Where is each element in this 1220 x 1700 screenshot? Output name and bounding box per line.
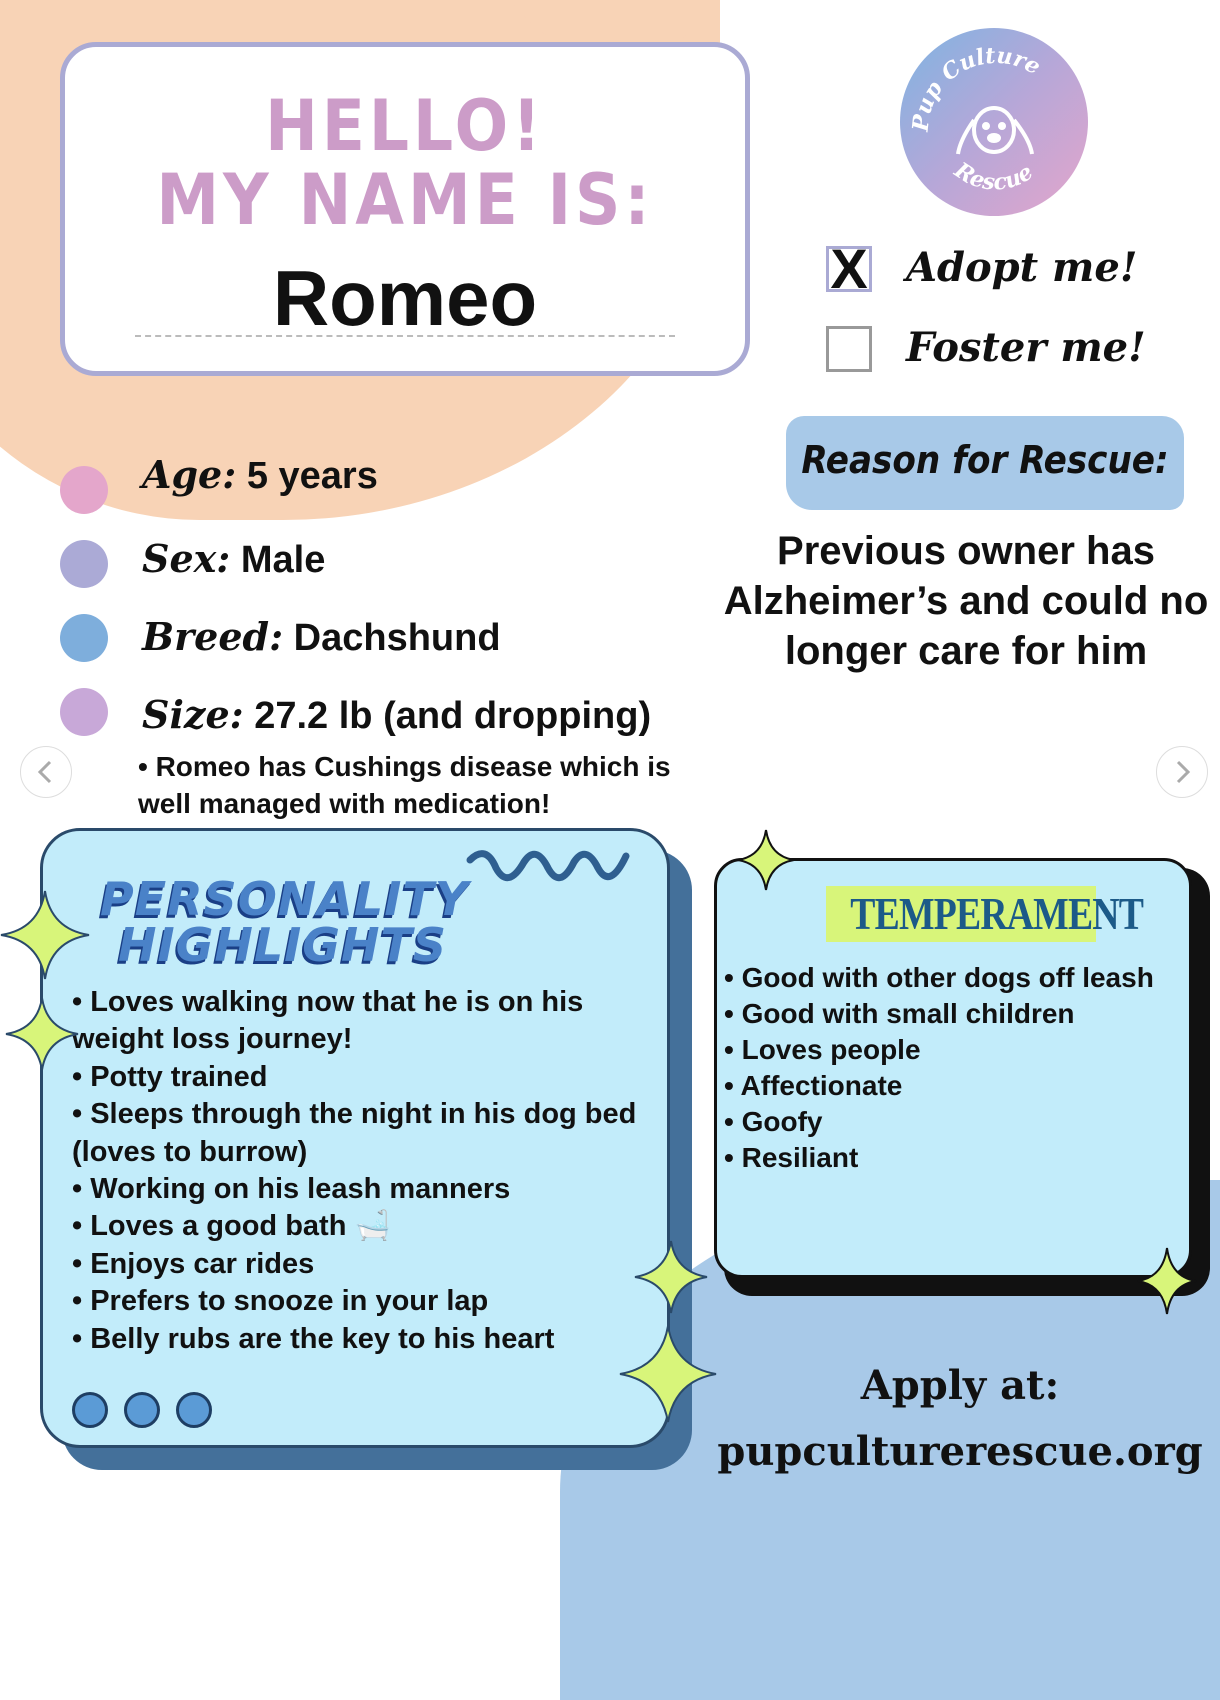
greeting-line-2: MY NAME IS: xyxy=(156,159,654,241)
fact-age-label: Age: xyxy=(142,452,237,497)
health-note: • Romeo has Cushings disease which is well managed with medication! xyxy=(138,751,671,819)
list-item: • Affectionate xyxy=(724,1068,1194,1104)
adopt-label: Adopt me! xyxy=(906,244,1138,291)
dog-face-icon xyxy=(958,108,1032,154)
next-slide-button[interactable] xyxy=(1156,746,1208,798)
personality-title-line-2: HIGHLIGHTS xyxy=(118,918,448,972)
list-item: • Good with other dogs off leash xyxy=(724,960,1194,996)
squiggle-icon xyxy=(466,846,636,890)
fact-sex-value: Male xyxy=(240,539,326,581)
list-item: • Working on his leash manners xyxy=(72,1171,642,1208)
fact-breed-label: Breed: xyxy=(142,614,284,659)
fact-sex xyxy=(142,536,325,582)
foster-label: Foster me! xyxy=(906,324,1146,371)
name-tag-card xyxy=(60,42,750,376)
list-item: • Resiliant xyxy=(724,1140,1194,1176)
list-item: • Loves walking now that he is on his weight loss journey! xyxy=(72,984,642,1059)
sparkle-star-icon xyxy=(0,890,90,980)
list-item: • Good with small children xyxy=(724,996,1194,1032)
name-underline xyxy=(135,335,675,337)
dot-1 xyxy=(72,1392,108,1428)
fact-sex-label: Sex: xyxy=(142,536,231,581)
logo-text-bottom: Rescue xyxy=(949,157,1038,196)
reason-text: Previous owner has Alzheimer’s and could no longer care for him xyxy=(723,529,1209,673)
dot-2 xyxy=(124,1392,160,1428)
temperament-list xyxy=(724,960,1194,1176)
reason-title-pill xyxy=(786,416,1184,510)
personality-list xyxy=(72,984,642,1358)
list-item: • Goofy xyxy=(724,1104,1194,1140)
age-bullet-dot xyxy=(60,466,108,514)
fact-breed xyxy=(142,614,501,660)
apply-url-link[interactable]: pupculturerescue.org xyxy=(717,1428,1203,1475)
sex-bullet-dot xyxy=(60,540,108,588)
list-item: • Potty trained xyxy=(72,1059,642,1096)
fact-breed-value: Dachshund xyxy=(293,617,501,659)
list-item: • Enjoys car rides xyxy=(72,1246,642,1283)
sparkle-star-icon xyxy=(4,996,80,1072)
list-item: • Sleeps through the night in his dog bed (loves to burrow) xyxy=(72,1096,642,1171)
pet-name: Romeo xyxy=(272,254,538,342)
apply-label: Apply at: xyxy=(860,1362,1060,1409)
temperament-title: TEMPERAMENT xyxy=(850,888,1144,939)
chevron-right-icon xyxy=(1157,747,1207,797)
greeting-line-1: HELLO! xyxy=(265,85,545,167)
list-item: • Loves people xyxy=(724,1032,1194,1068)
size-bullet-dot xyxy=(60,688,108,736)
adopt-checkbox[interactable] xyxy=(826,237,872,300)
sparkle-star-icon xyxy=(736,828,796,892)
rescue-logo xyxy=(900,28,1088,216)
previous-slide-button[interactable] xyxy=(20,746,72,798)
logo-text-top: Pup Culture xyxy=(907,42,1045,133)
fact-age xyxy=(142,452,378,498)
fact-size-value: 27.2 lb (and dropping) xyxy=(254,695,652,737)
list-item: • Loves a good bath 🛁 xyxy=(72,1208,642,1245)
foster-checkbox[interactable] xyxy=(826,326,872,372)
sparkle-star-icon xyxy=(618,1324,718,1424)
chevron-left-icon xyxy=(21,747,71,797)
list-item: • Belly rubs are the key to his heart xyxy=(72,1321,642,1358)
adopt-check-mark: X xyxy=(830,237,868,300)
fact-age-value: 5 years xyxy=(246,455,378,497)
personality-title-line-1: PERSONALITY xyxy=(100,872,470,926)
sparkle-star-icon xyxy=(634,1240,708,1314)
dot-3 xyxy=(176,1392,212,1428)
list-item: • Prefers to snooze in your lap xyxy=(72,1283,642,1320)
sparkle-star-icon xyxy=(1136,1246,1198,1316)
fact-size xyxy=(142,692,651,738)
breed-bullet-dot xyxy=(60,614,108,662)
reason-title: Reason for Rescue: xyxy=(801,438,1169,482)
fact-size-label: Size: xyxy=(142,692,244,737)
